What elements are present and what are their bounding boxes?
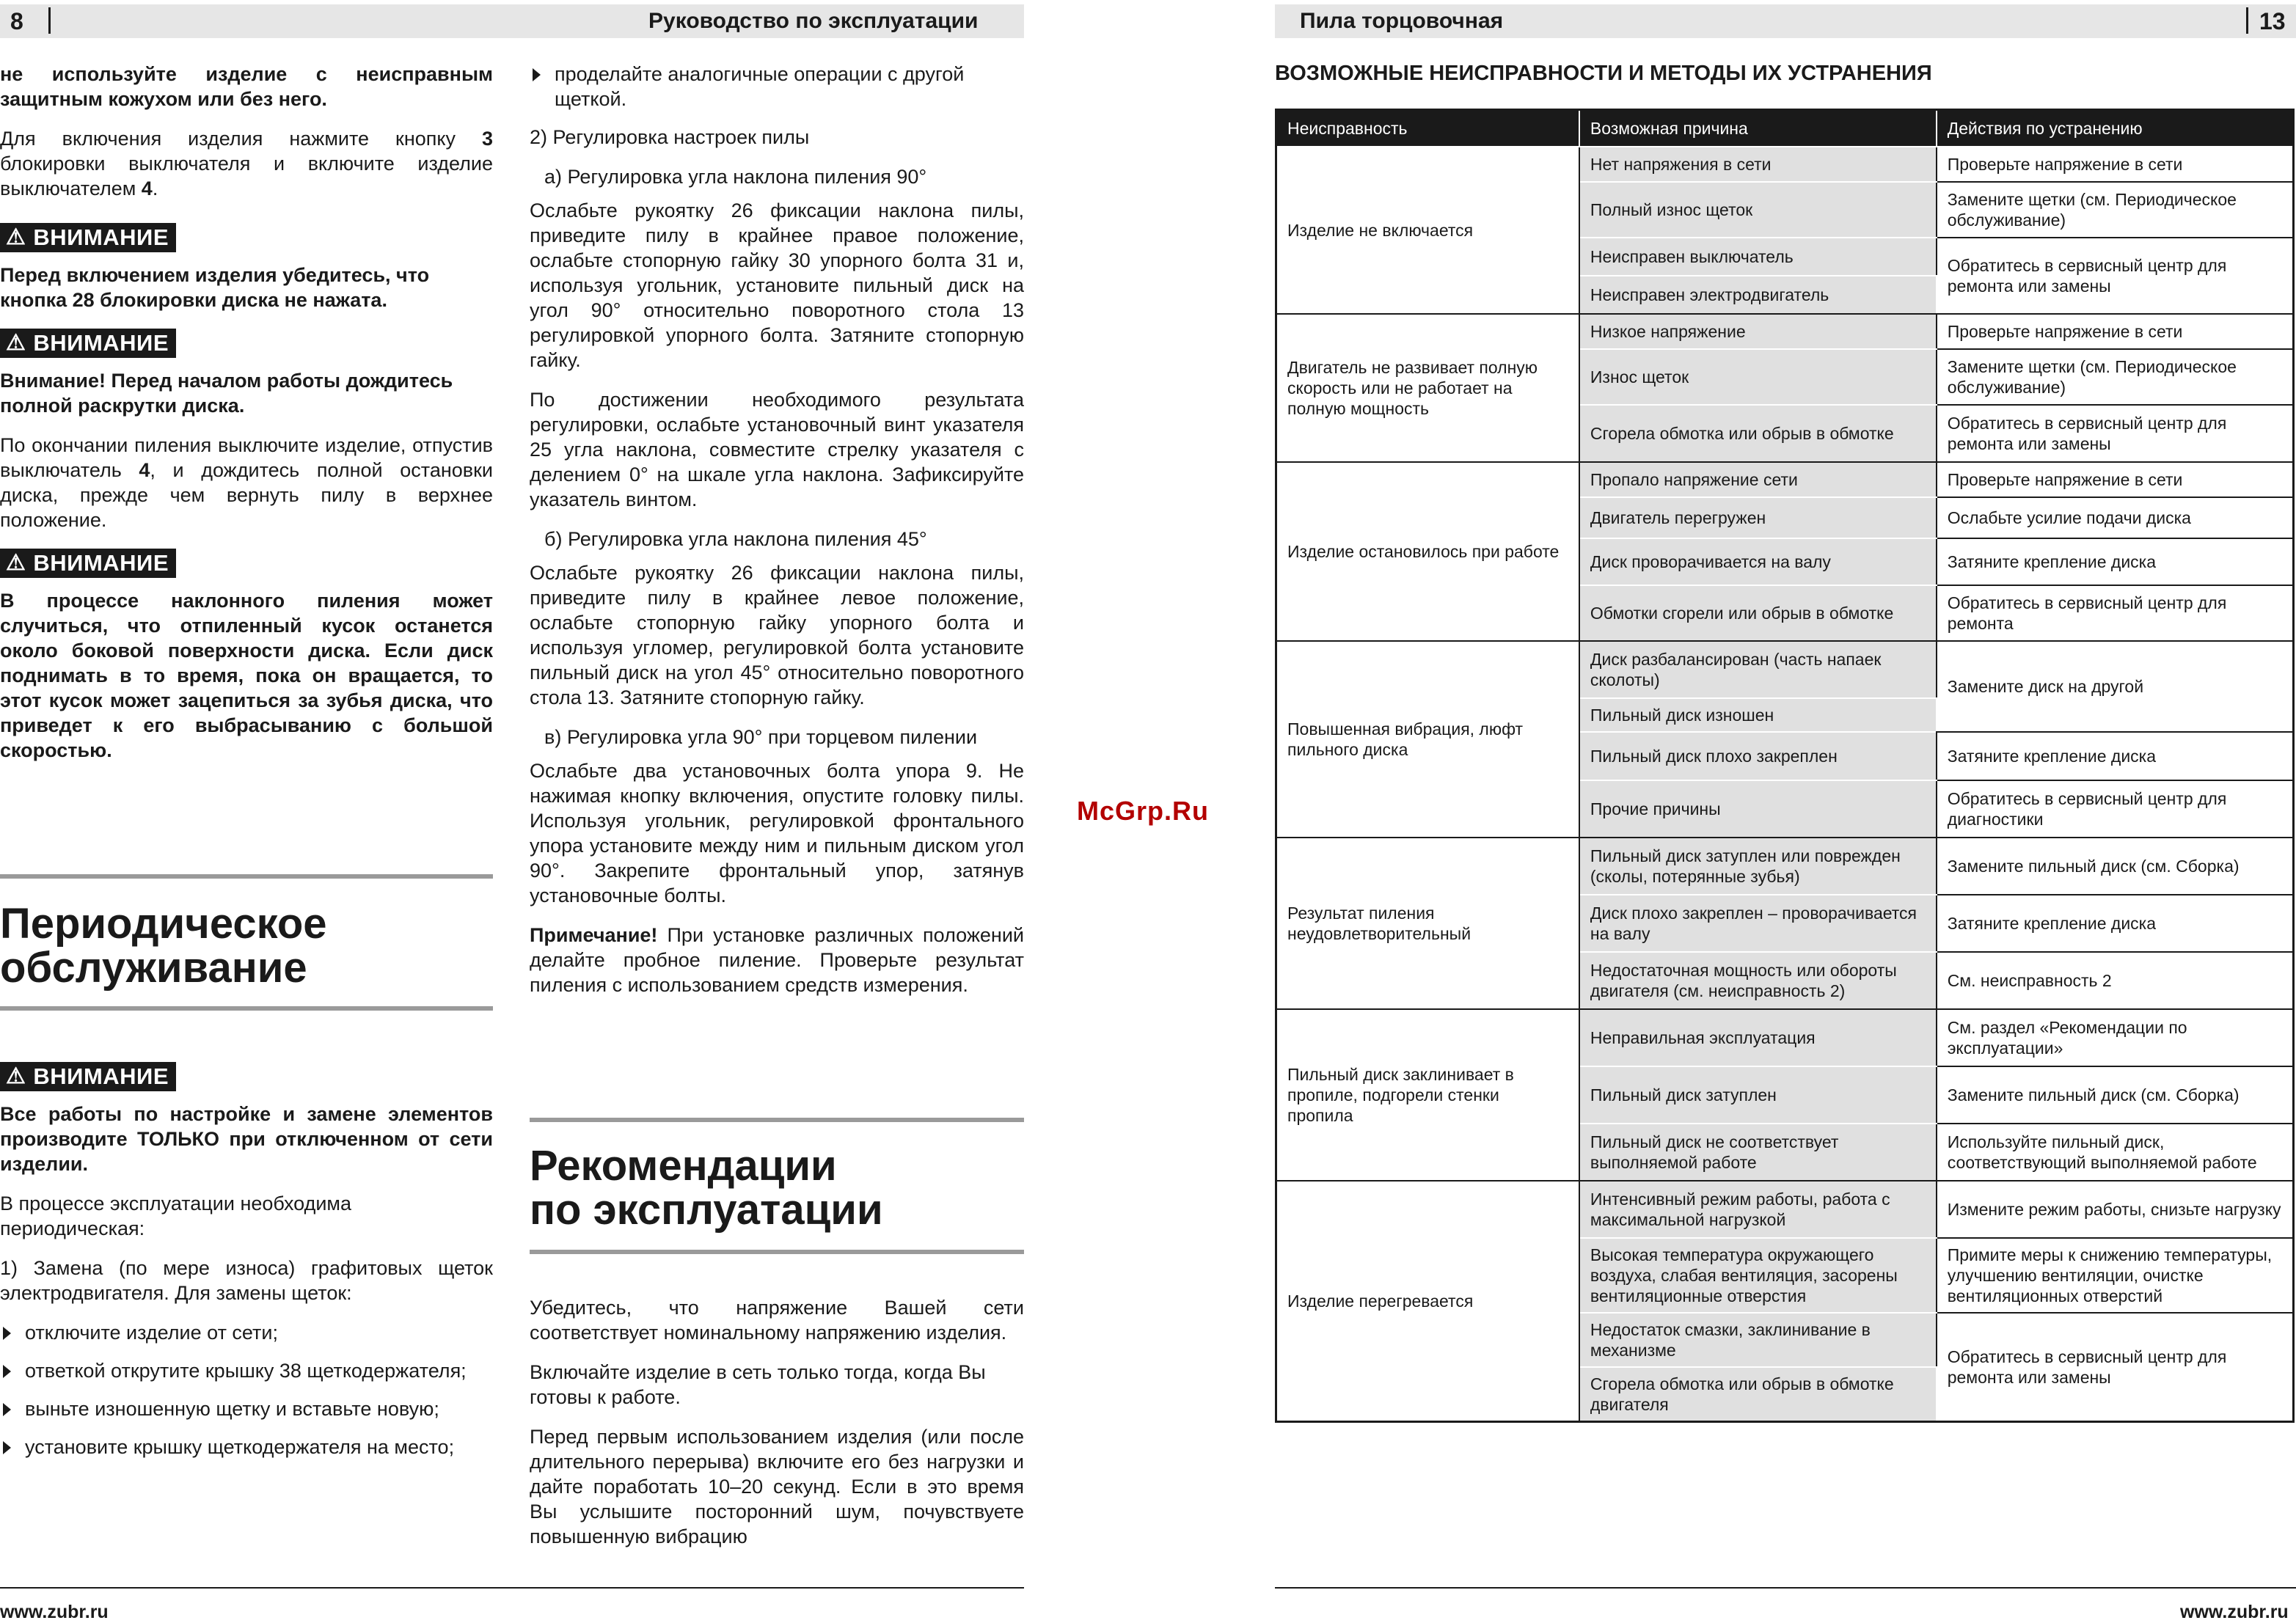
paragraph-periodic: В процессе эксплуатации необходима периодическая:	[0, 1192, 351, 1239]
action-cell: Затяните крепление диска	[1937, 732, 2294, 780]
warning-text: Перед включением изделия убедитесь, что кнопка 28 блокировки диска не нажата.	[0, 264, 430, 311]
table-header-row	[1276, 110, 2294, 147]
paragraph-note	[530, 923, 1024, 997]
paragraph-first-use: Перед первым использованием изделия (или после длительного перерыва) включите его без нагрузки и дайте поработать 10–20 секунд. Если в это время Вы услышите посторонний шум, почувствуете повышенную вибрацию	[530, 1426, 1024, 1547]
fault-cell: Изделие не включается	[1276, 147, 1579, 314]
cause-cell: Диск плохо закреплен – проворачивается на валу	[1579, 895, 1937, 952]
left-footer-rule	[0, 1587, 1024, 1589]
column-header: Возможная причина	[1579, 110, 1937, 147]
cause-cell: Пильный диск плохо закреплен	[1579, 732, 1937, 780]
left-footer-url[interactable]: www.zubr.ru	[0, 1602, 109, 1622]
table-row	[1276, 314, 2294, 349]
cause-cell: Неисправен электродвигатель	[1579, 276, 1937, 314]
paragraph-brushes: 1) Замена (по мере износа) графитовых щеток электродвигателя. Для замены щеток:	[0, 1257, 493, 1304]
action-cell: Используйте пильный диск, соответствующий выполняемой работе	[1937, 1124, 2294, 1181]
left-page-number: 8	[10, 8, 23, 34]
action-cell: Обратитесь в сервисный центр для ремонта или замены	[1937, 1313, 2294, 1421]
paragraph-fence: Ослабьте два установочных болта упора 9. Не нажимая кнопку включения, опустите головку пилы. Используя угольник, регулировкой фронтального упора установите между ним и пильным диском угол 90°. Закрепите фронтальный упор, затянув установочные болты.	[530, 760, 1024, 906]
right-header-title: Пила торцовочная	[1300, 9, 1504, 33]
left-column-1	[0, 62, 493, 777]
list-item: отключите изделие от сети;	[0, 1320, 493, 1345]
section-title-recommendations	[530, 1144, 883, 1232]
paragraph-indicator: По достижении необходимого результата регулировки, ослабьте установочный винт указателя 25 угла наклона, совместите стрелку указателя с делением 0° на шкале угла наклона. Зафиксируйте указатель винтом.	[530, 389, 1024, 510]
text: По окончании пиления выключите изделие, отпустив выключатель	[0, 434, 493, 481]
section-title-maintenance	[0, 902, 327, 990]
table-row	[1276, 1009, 2294, 1066]
action-cell: См. неисправность 2	[1937, 952, 2294, 1009]
note-text: При установке различных положений делайте пробное пиление. Проверьте результат пиления с использованием средств измерения.	[530, 924, 1024, 996]
action-cell: Проверьте напряжение в сети	[1937, 314, 2294, 349]
section-rule-bottom	[0, 1006, 493, 1011]
cause-cell: Пильный диск изношен	[1579, 698, 1937, 732]
paragraph-adjust-90: Ослабьте рукоятку 26 фиксации наклона пилы, приведите пилу в крайнее правое положение, ослабьте стопорную гайку 30 упорного болта 31 и, используя угольник, установите пильный диск на угол 90° относительно поворотного стола 13 регулировкой упорного болта. Затяните стопорную гайку.	[530, 199, 1024, 371]
cause-cell: Пильный диск затуплен	[1579, 1066, 1937, 1124]
action-cell: Обратитесь в сервисный центр для ремонта или замены	[1937, 405, 2294, 462]
list-item: ответкой открутите крышку 38 щеткодержателя;	[0, 1358, 493, 1383]
warning-badge	[0, 1062, 176, 1091]
action-cell: Проверьте напряжение в сети	[1937, 147, 2294, 182]
left-column-1-lower	[0, 1062, 493, 1473]
table-row	[1276, 838, 2294, 895]
paragraph-ready: Включайте изделие в сеть только тогда, когда Вы готовы к работе.	[530, 1361, 986, 1408]
right-footer-url[interactable]: www.zubr.ru	[2180, 1602, 2289, 1622]
cause-cell: Нет напряжения в сети	[1579, 147, 1937, 182]
cause-cell: Двигатель перегружен	[1579, 497, 1937, 538]
text: , и дождитесь полной остановки диска, прежде чем вернуть пилу в верхнее положение.	[0, 459, 494, 531]
cause-cell: Низкое напряжение	[1579, 314, 1937, 349]
cause-cell: Обмотки сгорели или обрыв в обмотке	[1579, 585, 1937, 641]
subheading-cross-cut: в) Регулировка угла 90° при торцевом пилении	[544, 726, 978, 748]
fault-cell: Пильный диск заклинивает в пропиле, подгорели стенки пропила	[1276, 1009, 1579, 1181]
right-header-divider	[2246, 7, 2248, 34]
paragraph-settings: 2) Регулировка настроек пилы	[530, 126, 810, 148]
cause-cell: Недостаток смазки, заклинивание в механизме	[1579, 1313, 1937, 1367]
section-title-line: Рекомендации	[530, 1142, 837, 1190]
action-cell: Обратитесь в сервисный центр для ремонта	[1937, 585, 2294, 641]
action-cell: Примите меры к снижению температуры, улучшению вентиляции, очистке вентиляционных отверстий	[1937, 1238, 2294, 1313]
cause-cell: Сгорела обмотка или обрыв в обмотке двигателя	[1579, 1367, 1937, 1421]
cause-cell: Неправильная эксплуатация	[1579, 1009, 1937, 1066]
right-page-number: 13	[2259, 8, 2286, 34]
paragraph-guard-warning: не используйте изделие с неисправным защитным кожухом или без него.	[0, 63, 493, 110]
left-header-divider	[48, 7, 51, 34]
subheading-45: б) Регулировка угла наклона пиления 45°	[544, 528, 927, 550]
cause-cell: Неисправен выключатель	[1579, 238, 1937, 276]
cause-cell: Прочие причины	[1579, 780, 1937, 838]
warning-label: ВНИМАНИЕ	[33, 224, 169, 250]
warning-label: ВНИМАНИЕ	[33, 1063, 169, 1089]
subheading-90: а) Регулировка угла наклона пиления 90°	[544, 166, 927, 188]
fault-cell: Результат пиления неудовлетворительный	[1276, 838, 1579, 1009]
cause-cell: Полный износ щеток	[1579, 182, 1937, 238]
warning-block-3	[0, 549, 493, 763]
warning-text: Все работы по настройке и замене элементов производите ТОЛЬКО при отключенном от сети изделии.	[0, 1103, 493, 1175]
warning-badge	[0, 223, 176, 252]
warning-triangle-icon: ⚠	[6, 225, 26, 249]
right-footer-rule	[1275, 1587, 2296, 1589]
action-cell: Измените режим работы, снизьте нагрузку	[1937, 1181, 2294, 1238]
cause-cell: Интенсивный режим работы, работа с максимальной нагрузкой	[1579, 1181, 1937, 1238]
cause-cell: Диск проворачивается на валу	[1579, 538, 1937, 585]
cause-cell: Износ щеток	[1579, 349, 1937, 405]
action-cell: Замените щетки (см. Периодическое обслуживание)	[1937, 349, 2294, 405]
table-title: ВОЗМОЖНЫЕ НЕИСПРАВНОСТИ И МЕТОДЫ ИХ УСТРАНЕНИЯ	[1275, 62, 1932, 85]
cause-cell: Сгорела обмотка или обрыв в обмотке	[1579, 405, 1937, 462]
warning-badge	[0, 549, 176, 578]
paragraph-adjust-45: Ослабьте рукоятку 26 фиксации наклона пилы, приведите пилу в крайнее левое положение, ослабьте стопорную гайку упорного болта и используя угломер, регулировкой болта установите пильный диск на угол 45° относительно поворотного стола 13. Затяните стопорную гайку.	[530, 562, 1024, 708]
watermark: McGrp.Ru	[1077, 796, 1210, 826]
action-cell: Обратитесь в сервисный центр для диагностики	[1937, 780, 2294, 838]
paragraph-finish-cutting	[0, 433, 493, 532]
action-cell: См. раздел «Рекомендации по эксплуатации»	[1937, 1009, 2294, 1066]
action-cell: Замените щетки (см. Периодическое обслуживание)	[1937, 182, 2294, 238]
section-title-line: обслуживание	[0, 944, 307, 992]
text: .	[152, 177, 158, 199]
action-cell: Замените диск на другой	[1937, 641, 2294, 732]
left-column-2	[530, 62, 1024, 1012]
action-cell: Обратитесь в сервисный центр для ремонта или замены	[1937, 238, 2294, 314]
paragraph-voltage: Убедитесь, что напряжение Вашей сети соответствует номинальному напряжению изделия.	[530, 1297, 1024, 1344]
warning-block-1	[0, 223, 493, 312]
left-header-title: Руководство по эксплуатации	[648, 9, 979, 33]
section-rule-top-2	[530, 1118, 1024, 1122]
text: блокировки выключателя и включите изделие выключателем	[0, 153, 493, 199]
warning-triangle-icon: ⚠	[6, 1064, 26, 1088]
action-cell: Замените пильный диск (см. Сборка)	[1937, 1066, 2294, 1124]
warning-block-2	[0, 329, 493, 418]
section-rule-bottom-2	[530, 1250, 1024, 1254]
action-cell: Затяните крепление диска	[1937, 895, 2294, 952]
ref-number: 4	[139, 459, 150, 481]
warning-text: В процессе наклонного пиления может случиться, что отпиленный кусок останется около боковой поверхности диска. Если диск поднимать в то время, пока он вращается, то этот кусок может зацепиться за зубья диска, что приведет к его выбрасыванию с большой скоростью.	[0, 590, 493, 761]
cause-cell: Пропало напряжение сети	[1579, 462, 1937, 497]
action-cell: Проверьте напряжение в сети	[1937, 462, 2294, 497]
cause-cell: Недостаточная мощность или обороты двигателя (см. неисправность 2)	[1579, 952, 1937, 1009]
paragraph-switch-on	[0, 126, 493, 201]
list-item: установите крышку щеткодержателя на место;	[0, 1435, 493, 1459]
text: Для включения изделия нажмите кнопку	[0, 128, 482, 150]
fault-cell: Изделие перегревается	[1276, 1181, 1579, 1421]
cause-cell: Пильный диск затуплен или поврежден (сколы, потерянные зубья)	[1579, 838, 1937, 895]
fault-cell: Изделие остановилось при работе	[1276, 462, 1579, 641]
warning-badge	[0, 329, 176, 358]
ref-number: 3	[481, 128, 493, 150]
action-cell: Ослабьте усилие подачи диска	[1937, 497, 2294, 538]
column-header: Неисправность	[1276, 110, 1579, 147]
troubleshooting-table	[1275, 109, 2295, 1423]
action-cell: Затяните крепление диска	[1937, 538, 2294, 585]
warning-text: Внимание! Перед началом работы дождитесь полной раскрутки диска.	[0, 370, 453, 417]
cause-cell: Диск разбалансирован (часть напаек сколоты)	[1579, 641, 1937, 698]
list-item: проделайте аналогичные операции с другой щеткой.	[530, 62, 1024, 111]
action-cell: Замените пильный диск (см. Сборка)	[1937, 838, 2294, 895]
fault-cell: Двигатель не развивает полную скорость или не работает на полную мощность	[1276, 314, 1579, 462]
table-row	[1276, 1181, 2294, 1238]
table-row	[1276, 641, 2294, 698]
section-title-line: Периодическое	[0, 900, 327, 948]
left-column-2-lower	[530, 1295, 1024, 1564]
note-label: Примечание!	[530, 924, 658, 946]
section-title-line: по эксплуатации	[530, 1186, 883, 1234]
section-rule-top	[0, 874, 493, 879]
list-item: выньте изношенную щетку и вставьте новую;	[0, 1396, 493, 1421]
warning-label: ВНИМАНИЕ	[33, 550, 169, 576]
warning-triangle-icon: ⚠	[6, 331, 26, 355]
warning-triangle-icon: ⚠	[6, 551, 26, 575]
fault-cell: Повышенная вибрация, люфт пильного диска	[1276, 641, 1579, 838]
cause-cell: Высокая температура окружающего воздуха, слабая вентиляция, засорены вентиляционные отверстия	[1579, 1238, 1937, 1313]
ref-number: 4	[141, 177, 153, 199]
cause-cell: Пильный диск не соответствует выполняемой работе	[1579, 1124, 1937, 1181]
table-row	[1276, 462, 2294, 497]
column-header: Действия по устранению	[1937, 110, 2294, 147]
table-row	[1276, 147, 2294, 182]
warning-label: ВНИМАНИЕ	[33, 330, 169, 356]
